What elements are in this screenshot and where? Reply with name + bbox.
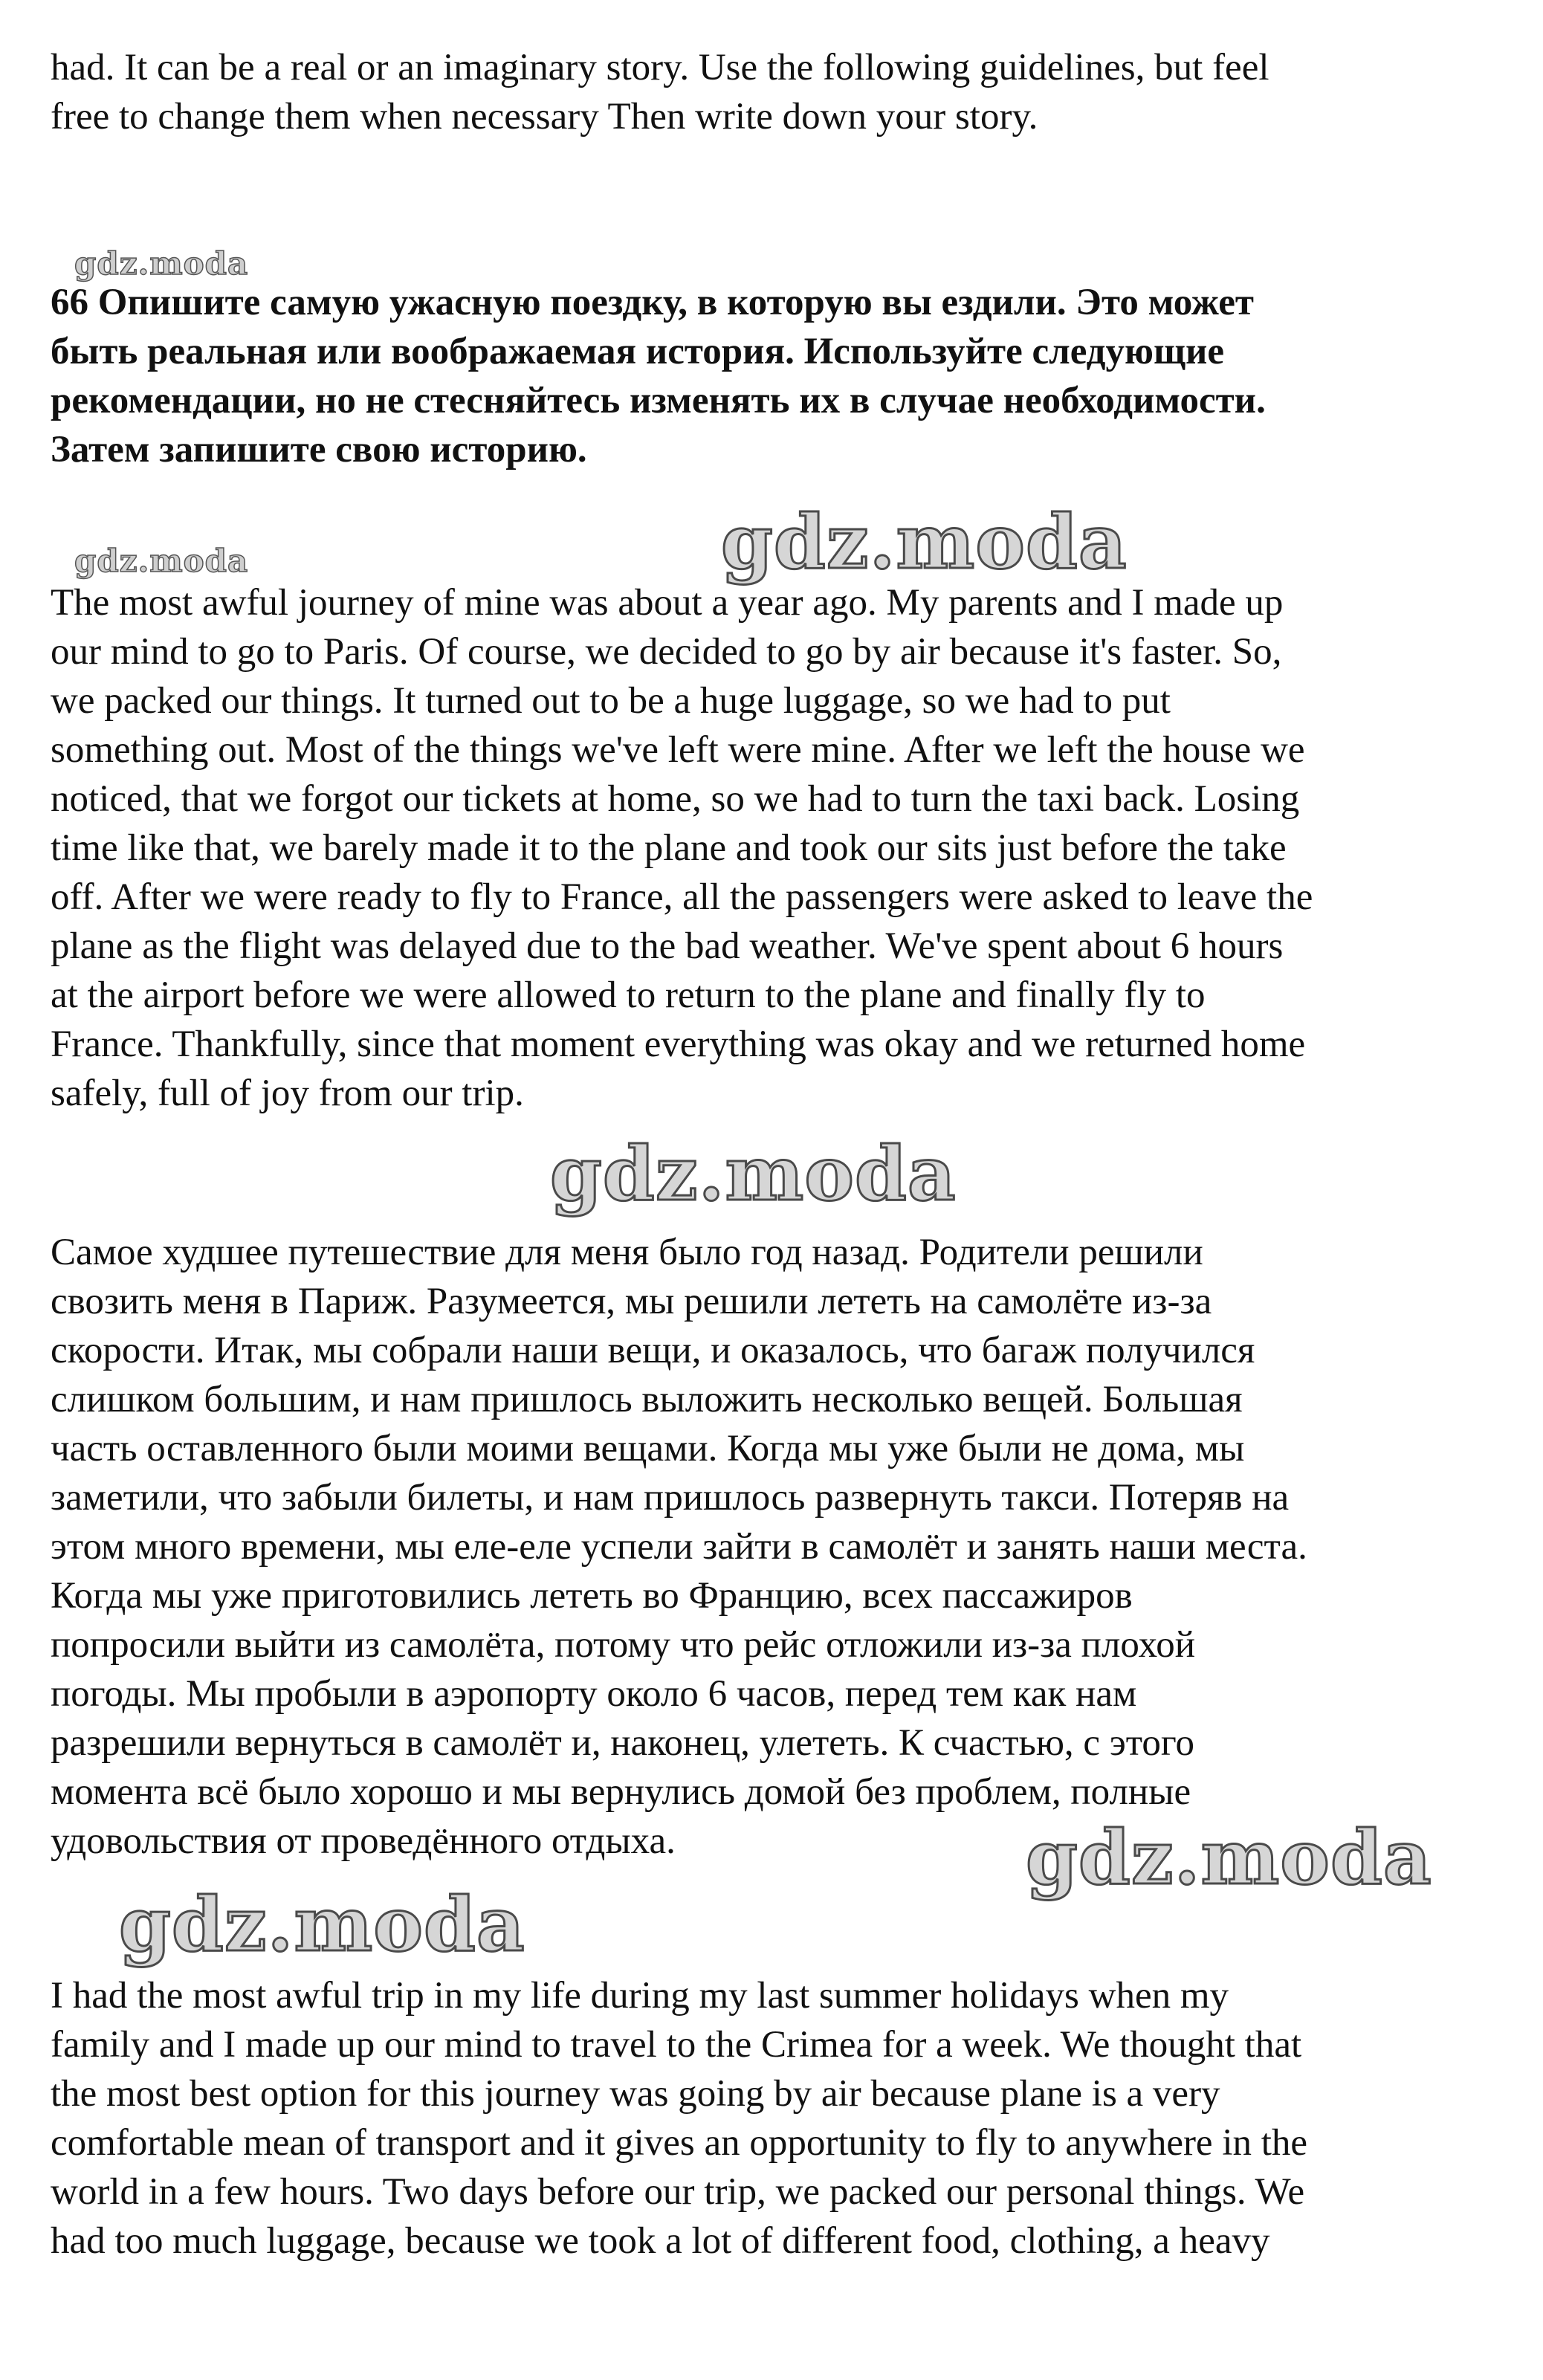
text-line: скорости. Итак, мы собрали наши вещи, и оказалось, что багаж получился: [51, 1330, 1255, 1371]
text-line: something out. Most of the things we've left were mine. After we left the house we: [51, 729, 1305, 771]
text-line: заметили, что забыли билеты, и нам пришлось развернуть такси. Потеряв на: [51, 1477, 1290, 1519]
text-line: разрешили вернуться в самолёт и, наконец, улететь. К счастью, с этого: [51, 1722, 1194, 1764]
watermark-logo: gdz.moda: [119, 1881, 525, 1968]
text-line: at the airport before we were allowed to return to the plane and finally fly to: [51, 974, 1206, 1016]
text-line: момента всё было хорошо и мы вернулись домой без проблем, полные: [51, 1771, 1191, 1813]
text-line: world in a few hours. Two days before our trip, we packed our personal things. We: [51, 2171, 1305, 2213]
story-english-1: [51, 578, 1507, 1118]
text-line: noticed, that we forgot our tickets at home, so we had to turn the taxi back. Losing: [51, 778, 1300, 820]
text-line: had too much luggage, because we took a lot of different food, clothing, a heavy: [51, 2220, 1270, 2262]
text-line: слишком большим, и нам пришлось выложить несколько вещей. Большая: [51, 1379, 1243, 1420]
text-line: free to change them when necessary Then write down your story.: [51, 96, 1038, 138]
text-line: Затем запишите свою историю.: [51, 429, 587, 470]
watermark-logo: gdz.moda: [74, 543, 249, 579]
text-line: Самое худшее путешествие для меня было год назад. Родители решили: [51, 1232, 1203, 1273]
text-line: we packed our things. It turned out to be a huge luggage, so we had to put: [51, 680, 1171, 722]
text-line: попросили выйти из самолёта, потому что рейс отложили из-за плохой: [51, 1624, 1196, 1666]
text-line: погоды. Мы пробыли в аэропорту около 6 часов, перед тем как нам: [51, 1673, 1137, 1715]
text-line: our mind to go to Paris. Of course, we decided to go by air because it's faster. So,: [51, 631, 1282, 673]
watermark-logo: gdz.moda: [721, 498, 1128, 586]
text-line: off. After we were ready to fly to France, all the passengers were asked to leave the: [51, 876, 1313, 918]
intro-paragraph: [51, 43, 1507, 141]
text-line: comfortable mean of transport and it gives an opportunity to fly to anywhere in the: [51, 2122, 1308, 2164]
text-line: свозить меня в Париж. Разумеется, мы решили лететь на самолёте из-за: [51, 1281, 1212, 1322]
text-line: удовольствия от проведённого отдыха.: [51, 1820, 676, 1862]
text-line: быть реальная или воображаемая история. Используйте следующие: [51, 331, 1225, 372]
text-line: France. Thankfully, since that moment everything was okay and we returned home: [51, 1024, 1306, 1065]
watermark-logo: gdz.moda: [74, 245, 249, 282]
text-line: had. It can be a real or an imaginary story. Use the following guidelines, but feel: [51, 47, 1269, 88]
task-heading: [51, 278, 1507, 474]
text-line: plane as the flight was delayed due to the bad weather. We've spent about 6 hours: [51, 925, 1284, 967]
text-line: 66 Опишите самую ужасную поездку, в которую вы ездили. Это может: [51, 282, 1254, 323]
text-line: рекомендации, но не стесняйтесь изменять их в случае необходимости.: [51, 380, 1266, 421]
watermark-logo: gdz.moda: [1026, 1814, 1432, 1901]
text-line: time like that, we barely made it to the plane and took our sits just before the take: [51, 827, 1287, 869]
story-russian-1: [51, 1228, 1507, 1866]
text-line: The most awful journey of mine was about a year ago. My parents and I made up: [51, 582, 1284, 624]
text-line: the most best option for this journey was going by air because plane is a very: [51, 2073, 1220, 2115]
text-line: часть оставленного были моими вещами. Когда мы уже были не дома, мы: [51, 1428, 1245, 1469]
text-line: I had the most awful trip in my life during my last summer holidays when my: [51, 1975, 1229, 2017]
text-line: этом много времени, мы еле-еле успели зайти в самолёт и занять наши места.: [51, 1526, 1307, 1568]
story-english-2: [51, 1971, 1507, 2266]
text-line: safely, full of joy from our trip.: [51, 1073, 524, 1114]
text-line: Когда мы уже приготовились лететь во Францию, всех пассажиров: [51, 1575, 1133, 1617]
text-line: family and I made up our mind to travel to the Crimea for a week. We thought that: [51, 2024, 1302, 2066]
watermark-logo: gdz.moda: [550, 1130, 957, 1218]
